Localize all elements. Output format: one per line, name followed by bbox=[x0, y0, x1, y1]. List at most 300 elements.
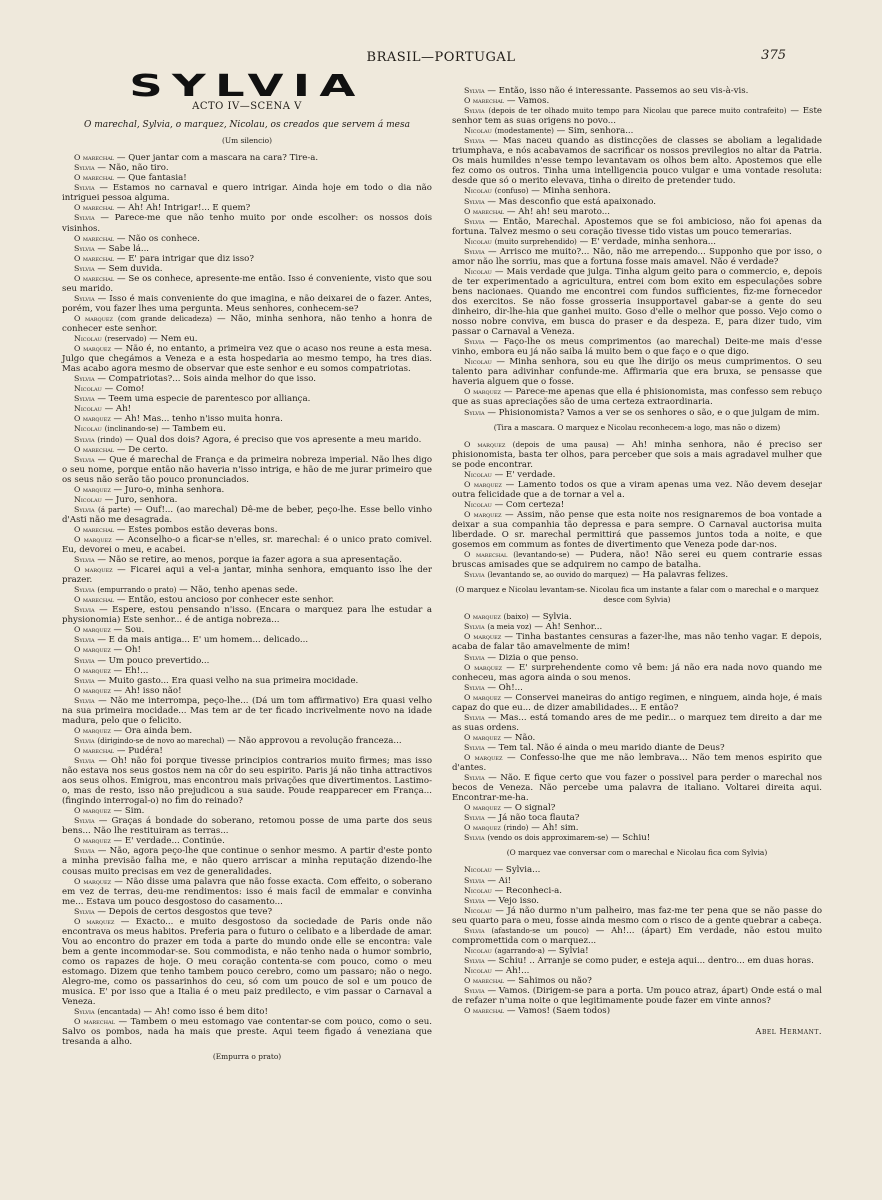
dialogue-line bbox=[452, 86, 822, 96]
speech-text: — Se os conhece, apresente-me então. Isso é conveniente, visto que sou seu marido. bbox=[62, 273, 432, 294]
dialogue-line bbox=[452, 813, 822, 823]
speech-text: — Minha senhora. bbox=[531, 186, 611, 197]
speaker-name: O marquez bbox=[74, 534, 112, 544]
speaker-name: O marquez bbox=[74, 484, 111, 494]
speaker-name: Sylvia bbox=[74, 735, 95, 745]
speaker-name: Sylvia bbox=[74, 605, 95, 615]
speaker-name: O marechal bbox=[464, 975, 505, 985]
speaker-name: O marquez bbox=[464, 632, 502, 642]
dialogue-line bbox=[62, 414, 432, 424]
dialogue-line bbox=[452, 267, 822, 337]
speaker-name: O marechal bbox=[74, 203, 115, 213]
speech-text: — Estamos no carnaval e quero intrigar. Ainda hoje em todo o dia não intriguei pessoa alguma. bbox=[62, 183, 432, 204]
dialogue-line bbox=[452, 612, 822, 622]
speech-text: — Parece-me apenas que ella é phisionomista, mas confesso sem rebuço que as suas apreciações são de uma certeza extraordinaria. bbox=[452, 387, 822, 408]
dialogue-line bbox=[62, 1017, 432, 1047]
dialogue-line bbox=[62, 595, 432, 605]
speaker-name: Sylvia bbox=[74, 655, 95, 665]
dialogue-line bbox=[452, 136, 822, 186]
speech-text: — Vamos. (Dirigem-se para a porta. Um pouco atraz, ápart) Onde está o mal de refazer n'uma noite o que legitimamente poude fazer em vinte annos? bbox=[452, 986, 822, 1007]
speech-text: — Ai! bbox=[487, 875, 512, 886]
speech-text: — Ha palavras felizes. bbox=[631, 570, 729, 581]
speech-text: — Isso é mais conveniente do que imagina, e não deixarei de o fazer. Antes, porém, vou fazer lhes uma pergunta. Meus senhores, conhecem-se? bbox=[62, 293, 432, 314]
speech-text: — Phisionomista? Vamos a ver se os senhores o são, e o que julgam de mim. bbox=[487, 407, 820, 418]
speech-text: — Não, não tiro. bbox=[97, 163, 169, 174]
speech-text: — Vamos. bbox=[506, 96, 550, 107]
speech-text: — E' verdade... Continúe. bbox=[113, 836, 225, 847]
dialogue-line bbox=[452, 387, 822, 407]
speech-text: — Muito gasto... Era quasi velho na sua primeira mocidade. bbox=[97, 675, 359, 686]
inline-direction: (vendo os dois approximarem-se) bbox=[487, 833, 609, 843]
speech-text: — Lamento todos os que a viram apenas uma vez. Não devem desejar outra felicidade que a de tornar a vel a. bbox=[452, 479, 823, 500]
speaker-name: O marquez bbox=[74, 665, 111, 675]
inline-direction: (muito surprehendido) bbox=[494, 236, 577, 246]
dialogue-line bbox=[452, 926, 822, 946]
dialogue-line bbox=[452, 247, 822, 267]
speaker-name: O marquez bbox=[464, 753, 503, 762]
speaker-name: Sylvia bbox=[74, 163, 95, 173]
dialogue-line bbox=[62, 485, 432, 495]
speaker-name: Sylvia bbox=[464, 712, 485, 722]
speaker-name: Nicolau bbox=[74, 424, 102, 434]
speaker-name: Sylvia bbox=[464, 216, 485, 226]
speaker-name: Sylvia bbox=[464, 136, 485, 146]
inline-direction: (dirigindo-se de novo ao marechal) bbox=[97, 735, 225, 745]
speech-text: — Mas... está tomando ares de me pedir... o marquez tem direito a dar me as suas ordens. bbox=[452, 712, 822, 733]
speaker-name: O marechal bbox=[74, 173, 115, 183]
inline-direction: (levantando se, ao ouvido do marquez) bbox=[487, 570, 629, 580]
dialogue-line bbox=[452, 693, 822, 713]
speech-text: — Como! bbox=[104, 384, 145, 395]
speech-text: — Não, agora peço-lhe que continue o senhor mesmo. A partir d'este ponto a minha previsão falha me, e não quero arriscar a minha reputação dizendo-lhe cousas muito precisas em vez de generalidades. bbox=[62, 846, 432, 877]
inline-direction: (empurrando o prato) bbox=[97, 585, 177, 595]
dialogue-line bbox=[452, 833, 822, 843]
speaker-name: Nicolau bbox=[464, 357, 492, 367]
speech-text: — Não approvou a revolução franceza... bbox=[227, 735, 402, 746]
speaker-name: Sylvia bbox=[74, 183, 95, 193]
speaker-name: O marquez bbox=[464, 387, 501, 397]
speech-text: — Minha senhora, sou eu que lhe dirijo os meus cumprimentos. O seu talento para adivinhar confunde-me. Affirmaria que era bruxa, se pensasse que haveria alguem que o fosse. bbox=[452, 357, 822, 388]
speech-text: — Não. E fique certo que vou fazer o possivel para perder o marechal nos becos de Veneza. Não percebe uma palavra de italiano. Voltarei direita aqui. Encontrar-me-ha. bbox=[452, 773, 822, 804]
speaker-name: Sylvia bbox=[74, 1007, 95, 1017]
inline-direction: (á parte) bbox=[97, 504, 131, 514]
speaker-name: Sylvia bbox=[74, 816, 95, 826]
dialogue-line bbox=[452, 713, 822, 733]
dialogue-line bbox=[452, 743, 822, 753]
dialogue-line bbox=[62, 565, 432, 585]
speaker-name: Sylvia bbox=[464, 106, 485, 116]
speech-text: — Estes pombos estão deveras bons. bbox=[116, 524, 278, 535]
speaker-name: Sylvia bbox=[464, 875, 485, 885]
dialogue-line bbox=[62, 495, 432, 505]
dialogue-line bbox=[62, 746, 432, 756]
scene-cast: O marechal, Sylvia, o marquez, Nicolau, os creados que servem á mesa bbox=[83, 120, 410, 131]
speech-text: — Compatriotas?... Sois ainda melhor do que isso. bbox=[97, 374, 316, 385]
speaker-name: Sylvia bbox=[74, 374, 95, 384]
speaker-name: O marechal bbox=[74, 273, 115, 283]
speech-text: — Oh! bbox=[113, 645, 141, 656]
speaker-name: Sylvia bbox=[464, 86, 485, 95]
speech-text: — Schiu! bbox=[610, 833, 651, 844]
speech-text: — Ora ainda bem. bbox=[113, 725, 193, 736]
dialogue-line bbox=[452, 480, 822, 500]
speech-text: — Oh!... bbox=[487, 682, 523, 693]
speech-text: — Arrisco me muito?... Não, não me arrependo... Supponho que por isso, o amor não lhe sorriu, mas que a fortuna fosse mais amavel. Não é verdade? bbox=[452, 246, 822, 267]
dialogue-line bbox=[62, 183, 432, 203]
speaker-name: Nicolau bbox=[464, 965, 492, 975]
speech-text: — Ah! Ah! Intrigar!... E quem? bbox=[116, 203, 251, 214]
dialogue-line bbox=[62, 645, 432, 655]
speech-text: — Dizia o que penso. bbox=[487, 652, 579, 663]
speech-text: — Ouf!... (ao marechal) Dê-me de beber, peço-lhe. Esse bello vinho d'Asti não me desagrada. bbox=[62, 504, 432, 525]
dialogue-line bbox=[452, 197, 822, 207]
dialogue-line bbox=[62, 917, 432, 1007]
dialogue-line bbox=[452, 803, 822, 813]
speaker-name: Sylvia bbox=[74, 635, 95, 645]
dialogue-line bbox=[62, 314, 432, 334]
dialogue-line bbox=[62, 254, 432, 264]
speech-text: — Aconselho-o a ficar-se n'elles, sr. marechal: é o unico prato comivel. Eu, devorei o meu, e acabei. bbox=[62, 534, 433, 556]
speaker-name: Nicolau bbox=[74, 384, 102, 394]
dialogue-line bbox=[452, 357, 822, 387]
speech-text: — Sem duvida. bbox=[97, 263, 163, 274]
dialogue-line bbox=[62, 877, 432, 907]
speaker-name: Sylvia bbox=[74, 675, 95, 685]
dialogue-line bbox=[452, 906, 822, 926]
speaker-name: Sylvia bbox=[464, 742, 485, 752]
dialogue-line bbox=[62, 696, 432, 726]
dialogue-line bbox=[62, 1007, 432, 1017]
speech-text: — E' verdade. bbox=[494, 469, 556, 480]
speech-text: — Vamos! (Saem todos) bbox=[506, 1006, 611, 1017]
dialogue-line bbox=[452, 622, 822, 632]
inline-direction: (modestamente) bbox=[494, 126, 554, 136]
speech-text: — Não se retire, ao menos, porque ia fazer agora a sua apresentação. bbox=[97, 555, 402, 566]
dialogue-line bbox=[452, 653, 822, 663]
dialogue-line bbox=[62, 435, 432, 445]
dialogue-line bbox=[452, 876, 822, 886]
stage-direction: (O marquez e Nicolau levantam-se. Nicolau fica um instante a falar com o marechal e o marquez desce com Sylvia) bbox=[455, 585, 819, 605]
speaker-name: O marechal bbox=[74, 595, 115, 605]
dialogue-line bbox=[62, 234, 432, 244]
speaker-name: Sylvia bbox=[464, 407, 485, 417]
dialogue-line bbox=[452, 773, 822, 803]
speaker-name: O marquez bbox=[464, 612, 501, 622]
inline-direction: (a meia voz) bbox=[487, 622, 532, 632]
dialogue-line bbox=[62, 756, 432, 806]
speaker-name: Sylvia bbox=[74, 695, 95, 705]
speech-text: — Mas desconfio que está apaixonado. bbox=[487, 196, 656, 207]
speech-text: — O signal? bbox=[503, 803, 556, 814]
speaker-name: Sylvia bbox=[464, 955, 485, 965]
dialogue-line bbox=[452, 683, 822, 693]
dialogue-line bbox=[452, 632, 822, 652]
speaker-name: O marquez bbox=[74, 414, 111, 424]
inline-direction: (depois de ter olhado muito tempo para Nicolau que parece muito contrafeito) bbox=[488, 106, 787, 116]
inline-direction: (rindo) bbox=[503, 823, 529, 833]
speech-text: — Sylvia! bbox=[547, 945, 589, 956]
speech-text: — Ah! Senhor... bbox=[534, 622, 603, 633]
speech-text: — Vejo isso. bbox=[487, 895, 540, 906]
speaker-name: Nicolau bbox=[464, 945, 492, 955]
speaker-name: Sylvia bbox=[74, 846, 95, 856]
speaker-name: Sylvia bbox=[464, 196, 485, 206]
speaker-name: O marquez bbox=[74, 344, 112, 354]
dialogue-line bbox=[62, 203, 432, 213]
running-title: BRASIL—PORTUGAL bbox=[366, 50, 516, 65]
speech-text: — Ah! minha senhora, não é preciso ser phisionomista, basta ter olhos, para perceber que sois a mais agradavel mulher que se pode encontrar. bbox=[452, 439, 822, 470]
speech-text: — Ah! Mas... tenho n'isso muita honra. bbox=[113, 414, 283, 425]
speech-text: — Depois de certos desgostos que teve? bbox=[97, 906, 273, 917]
speech-text: — Que fantasia! bbox=[116, 173, 187, 184]
speaker-name: O marquez bbox=[74, 876, 112, 886]
dialogue-line bbox=[62, 726, 432, 736]
dialogue-line bbox=[62, 625, 432, 635]
dialogue-line bbox=[62, 274, 432, 294]
speaker-name: O marquez bbox=[464, 732, 501, 742]
speech-text: — Quer jantar com a mascara na cara? Tire-a. bbox=[116, 153, 319, 164]
dialogue-line bbox=[452, 126, 822, 136]
dialogue-line bbox=[62, 173, 432, 183]
inline-direction: (baixo) bbox=[503, 612, 529, 622]
speaker-name: Nicolau bbox=[464, 499, 492, 509]
speaker-name: Nicolau bbox=[464, 126, 492, 136]
dialogue-line bbox=[62, 424, 432, 434]
stage-direction: (Um silencio) bbox=[222, 136, 272, 146]
speaker-name: O marechal bbox=[464, 96, 505, 106]
dialogue-line bbox=[62, 455, 432, 485]
inline-direction: (encantada) bbox=[97, 1007, 141, 1017]
speaker-name: O marquez bbox=[464, 662, 503, 672]
right-dialogue bbox=[452, 86, 822, 1016]
dialogue-line bbox=[452, 470, 822, 480]
speaker-name: O marquez bbox=[74, 685, 111, 695]
dialogue-line bbox=[452, 550, 822, 570]
speaker-name: Sylvia bbox=[464, 622, 485, 632]
dialogue-line bbox=[452, 1006, 822, 1016]
speech-text: — Ah! bbox=[104, 404, 132, 415]
dialogue-line bbox=[452, 207, 822, 217]
dialogue-line bbox=[62, 153, 432, 163]
speaker-name: Sylvia bbox=[464, 833, 485, 843]
speech-text: — Pudera, não! Não serei eu quem contrarie essas bruscas amisades que se adquirem no campo de batalha. bbox=[452, 550, 823, 571]
dialogue-line bbox=[452, 976, 822, 986]
speech-text: — Ah!... bbox=[494, 965, 530, 976]
speaker-name: Nicolau bbox=[74, 494, 102, 504]
speech-text: — Assim, não pense que esta noite nos resignaremos de boa vontade a deixar a sua companhia tão depressa e para sempre. O Carnaval auctorisa muita liberdade. O sr. marechal permittirá que passemos juntos toda a noite, e que gosemos em commum as fontes de divertimento que Veneza pode dar-nos. bbox=[452, 509, 823, 551]
speaker-name: Sylvia bbox=[464, 682, 485, 692]
speech-text: — Sim. bbox=[113, 806, 145, 817]
speech-text: — Um pouco prevertido... bbox=[97, 655, 210, 666]
dialogue-line bbox=[452, 237, 822, 247]
stage-direction: (Empurra o prato) bbox=[212, 1052, 282, 1062]
speech-text: — Sahimos ou não? bbox=[506, 975, 592, 986]
dialogue-line bbox=[452, 510, 822, 550]
speech-text: — Já não durmo n'um palheiro, mas faz-me ter pena que se não passe do seu quarto para o meu, fosse ainda mesmo com o risco de a gente quebrar a cabeça. bbox=[452, 905, 823, 926]
left-dialogue bbox=[62, 136, 432, 1062]
dialogue-line bbox=[452, 733, 822, 743]
speech-text: — Então, isso não é interessante. Passemos ao seu vis-à-vis. bbox=[487, 86, 749, 96]
speech-text: — Exacto... e muito desgostoso da sociedade de Paris onde não encontrava os meus habitos. Preferia para o futuro o celibato e a liberdade de amar. Vou ao encontro do prazer em toda a parte do mundo onde elle se encontra: vale bem a gente incommodar-se. Sou commodista, e não tenho nada o humor sombrio, como os rapazes de hoje. O meu coração contenta-se com pouco, como o meu estomago. Dizem que tenho tambem pouco cerebro, como um passaro; não o nego. Alegro-me, como os passarinhos do ceu, só com um pouco de sol e um pouco de musica. E' por isso que a Italia é o meu paiz predilecto, e vim passar o Carnaval a Veneza. bbox=[62, 916, 432, 1008]
speaker-name: O marechal bbox=[74, 253, 115, 263]
speaker-name: Sylvia bbox=[464, 986, 485, 996]
speech-text: — Mais verdade que julga. Tinha algum geito para o commercio, e, depois de ter experimentado a agricultura, entrei com bom exito em especulações sobre bens nacionaes. Quando me encontrei com fundos sufficientes, fiz-me fornecedor dos exercitos. Se não fosse grosseria insupportavel gabar-se a gente do seu dinheiro, dir-lhe-hia que ganhei muito. Goso d'elle o melhor que posso. Vejo como o nosso nobre conviva, em busca do praser e da despeza. E, para dizer tudo, vim passar o Carnaval a Veneza. bbox=[452, 266, 822, 338]
speaker-name: Nicolau bbox=[74, 404, 102, 414]
dialogue-line bbox=[452, 886, 822, 896]
speaker-name: Sylvia bbox=[464, 813, 485, 823]
speech-text: — Este senhor tem as suas origens no povo... bbox=[452, 106, 822, 127]
dialogue-line bbox=[62, 666, 432, 676]
speaker-name: Sylvia bbox=[464, 895, 485, 905]
dialogue-line bbox=[62, 505, 432, 525]
inline-direction: (agarrando-a) bbox=[494, 945, 545, 955]
speaker-name: Sylvia bbox=[74, 213, 95, 223]
speaker-name: O marechal bbox=[464, 1006, 505, 1016]
speaker-name: Sylvia bbox=[74, 585, 95, 595]
speaker-name: O marquez bbox=[464, 803, 501, 813]
speaker-name: Sylvia bbox=[464, 570, 485, 580]
dialogue-line bbox=[452, 500, 822, 510]
dialogue-line bbox=[62, 445, 432, 455]
speech-text: — Parece-me que não tenho muito por onde escolher: os nossos dois visinhos. bbox=[62, 213, 432, 234]
dialogue-line bbox=[452, 966, 822, 976]
inline-direction: (com grande delicadeza) bbox=[117, 313, 213, 323]
speech-text: — Sim, senhora... bbox=[556, 126, 634, 137]
speaker-name: O marechal bbox=[74, 444, 115, 454]
dialogue-line bbox=[452, 570, 822, 580]
speech-text: — Faço-lhe os meus comprimentos (ao marechal) Deite-me mais d'esse vinho, embora eu já não saiba lá muito bem o que faço e o que digo. bbox=[452, 337, 822, 358]
dialogue-line bbox=[452, 946, 822, 956]
dialogue-line bbox=[62, 344, 432, 374]
speech-text: — Sylvia... bbox=[494, 865, 541, 876]
dialogue-line bbox=[62, 334, 432, 344]
dialogue-line bbox=[62, 585, 432, 595]
speaker-name: O marquez bbox=[74, 645, 111, 655]
speech-text: — De certo. bbox=[116, 444, 169, 455]
speaker-name: Sylvia bbox=[74, 243, 95, 253]
dialogue-line bbox=[62, 163, 432, 173]
stage-direction: (Tira a mascara. O marquez e Nicolau reconhecem-a logo, mas não o dizem) bbox=[493, 422, 781, 432]
dialogue-line bbox=[62, 676, 432, 686]
speaker-name: O marechal bbox=[74, 524, 115, 534]
author-signature: Abel Hermant. bbox=[755, 1026, 822, 1037]
speaker-name: Sylvia bbox=[464, 773, 485, 783]
dialogue-line bbox=[62, 806, 432, 816]
speaker-name: O marechal bbox=[74, 1017, 115, 1027]
right-column bbox=[452, 86, 822, 1036]
speaker-name: O marquez bbox=[464, 479, 502, 489]
left-column bbox=[62, 69, 433, 1069]
speaker-name: Sylvia bbox=[74, 434, 95, 444]
speaker-name: O marechal bbox=[74, 745, 115, 755]
speech-text: — Ah!... (ápart) Em verdade, não estou muito compromettida com o marquez... bbox=[452, 925, 822, 946]
speaker-name: Sylvia bbox=[74, 293, 95, 303]
speaker-name: O marechal bbox=[74, 153, 115, 163]
speech-text: — Graças á bondade do soberano, retomou posse de uma parte dos seus bens... Não lhe restituiram as terras... bbox=[62, 816, 432, 837]
speaker-name: O marquez bbox=[74, 806, 111, 816]
speech-text: — Não disse uma palavra que não fosse exacta. Com effeito, o soberano em vez de terras, deu-me rendimentos: isso é mais facil de emmalar e convinha me... Estava um pouco desgostoso do casamento... bbox=[62, 876, 433, 907]
dialogue-line bbox=[452, 896, 822, 906]
inline-direction: (rindo) bbox=[97, 434, 123, 444]
speech-text: — Conservei maneiras do antigo regimen, e ninguem, ainda hoje, é mais capaz do que eu... de dizer amabilidades... E então? bbox=[452, 692, 822, 713]
dialogue-line bbox=[62, 394, 432, 404]
article-title: SYLVIA bbox=[129, 69, 365, 104]
dialogue-line bbox=[452, 663, 822, 683]
speaker-name: O marechal bbox=[464, 550, 508, 560]
speaker-name: Nicolau bbox=[464, 885, 492, 895]
page-number: 375 bbox=[761, 48, 786, 63]
speaker-name: Sylvia bbox=[464, 246, 485, 256]
speech-text: — Ah! isso não! bbox=[113, 685, 182, 696]
speaker-name: O marechal bbox=[464, 206, 505, 216]
speech-text: — Juro, senhora. bbox=[104, 494, 178, 505]
speech-text: — Ficarei aqui a vel-a jantar, minha senhora, emquanto isso lhe der prazer. bbox=[62, 565, 433, 586]
speaker-name: Sylvia bbox=[74, 454, 95, 464]
speech-text: — Oh! não foi porque tivesse principios contrarios muito firmes; mas isso não estava nos seus gostos nem na côr do seu espirito. Paris já não tinha attractivos aos seus olhos. Emigrou, mas encontrou mais privações que divertimentos. Lastimo-o, mas de resto, isso não prejudicou a sua saude. Poude reapparecer em França... (fingindo interrogal-o) no fim do reinado? bbox=[62, 756, 433, 807]
speech-text: — Não os conhece. bbox=[116, 233, 200, 244]
speech-text: — Ah! ah! seu maroto... bbox=[506, 206, 610, 217]
dialogue-line bbox=[62, 816, 432, 836]
dialogue-line bbox=[62, 384, 432, 394]
speech-text: — Schiu! .. Arranje se como puder, e esteja aqui... dentro... em duas horas. bbox=[487, 955, 814, 966]
speaker-name: O marquez bbox=[74, 625, 111, 635]
speaker-name: Nicolau bbox=[74, 334, 102, 344]
inline-direction: (afastando-se um pouco) bbox=[491, 925, 589, 935]
speech-text: — Não é, no entanto, a primeira vez que o acaso nos reune a esta mesa. Julgo que chegámos a Veneza e a esta hospedaria ao mesmo tempo, ha tres dias. Mas acabo agora mesmo de observar que este senhor e eu somos compatriotas. bbox=[62, 344, 432, 375]
speech-text: — E da mais antiga... E' um homem... delicado... bbox=[97, 635, 309, 646]
speaker-name: Sylvia bbox=[74, 756, 95, 765]
speech-text: — E' verdade, minha senhora... bbox=[579, 236, 716, 247]
dialogue-line bbox=[452, 186, 822, 196]
speaker-name: O marquez bbox=[74, 565, 113, 575]
speaker-name: Nicolau bbox=[464, 865, 492, 875]
dialogue-line bbox=[452, 823, 822, 833]
dialogue-line bbox=[62, 374, 432, 384]
dialogue-line bbox=[62, 736, 432, 746]
speech-text: — Qual dos dois? Agora, é preciso que vos apresente a meu marido. bbox=[124, 434, 422, 445]
dialogue-line bbox=[452, 440, 822, 470]
dialogue-line bbox=[62, 264, 432, 274]
stage-direction: (O marquez vae conversar com o marechal e Nicolau fica com Sylvia) bbox=[506, 848, 768, 858]
speech-text: — Já não toca flauta? bbox=[487, 813, 580, 824]
speech-text: — Sylvia. bbox=[531, 612, 572, 623]
speech-text: — Confesso-lhe que me não lembrava... Não tem menos espirito que d'antes. bbox=[452, 753, 822, 774]
inline-direction: (reservado) bbox=[104, 334, 147, 344]
speech-text: — Eh!... bbox=[113, 665, 149, 676]
dialogue-line bbox=[452, 96, 822, 106]
speech-text: — Tambem eu. bbox=[161, 424, 226, 435]
dialogue-line bbox=[62, 213, 432, 233]
dialogue-line bbox=[62, 907, 432, 917]
dialogue-line bbox=[62, 836, 432, 846]
speech-text: — Pudéra! bbox=[116, 745, 163, 756]
speaker-name: O marquez bbox=[464, 823, 501, 833]
speech-text: — Não, tenho apenas sede. bbox=[179, 585, 298, 596]
dialogue-line bbox=[452, 865, 822, 875]
speaker-name: Sylvia bbox=[464, 652, 485, 662]
speaker-name: Sylvia bbox=[74, 504, 95, 514]
speaker-name: Sylvia bbox=[74, 906, 95, 916]
speaker-name: O marquez bbox=[464, 509, 502, 519]
dialogue-line bbox=[62, 404, 432, 414]
speaker-name: O marquez bbox=[464, 692, 501, 702]
inline-direction: (depois de uma pausa) bbox=[512, 439, 609, 449]
speech-text: — Não, minha senhora, não tenho a honra de conhecer este senhor. bbox=[62, 313, 433, 334]
speech-text: — Então, estou ancioso por conhecer este senhor. bbox=[116, 595, 335, 606]
speaker-name: Sylvia bbox=[74, 394, 95, 404]
speech-text: — Sou. bbox=[113, 625, 145, 636]
dialogue-line bbox=[452, 956, 822, 966]
